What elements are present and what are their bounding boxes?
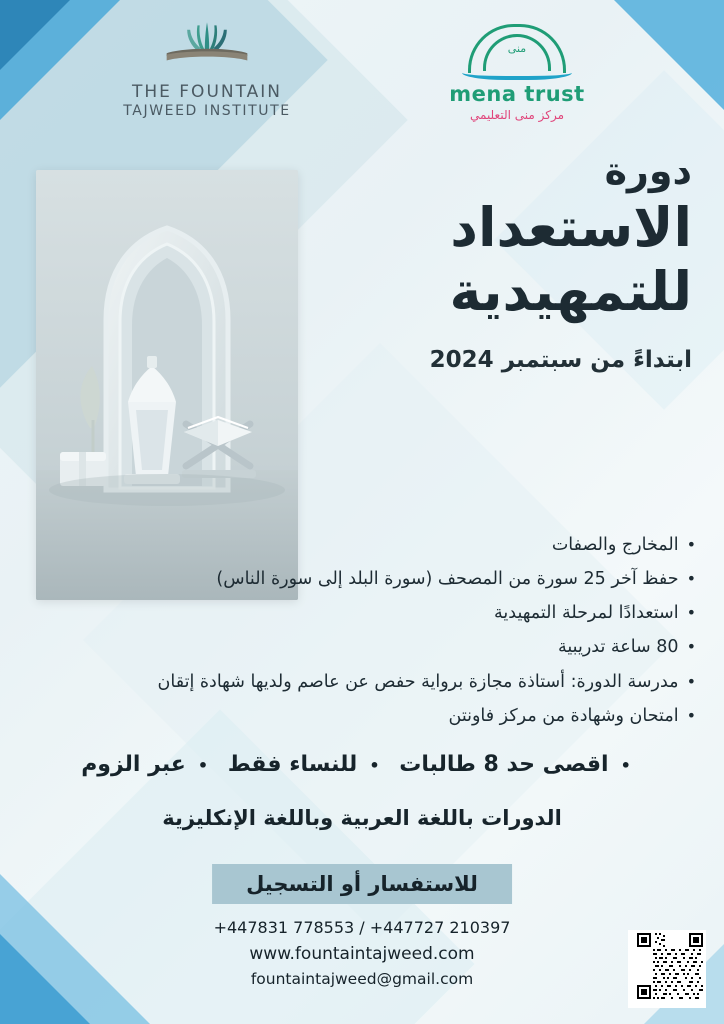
highlight-item: اقصى حد 8 طالبات	[399, 752, 609, 777]
language-note: الدورات باللغة العربية وباللغة الإنكليزية	[162, 806, 562, 830]
start-date-subtitle: ابتداءً من سبتمبر 2024	[429, 347, 692, 374]
contact-details	[0, 918, 724, 988]
mosque-book-icon	[457, 22, 577, 80]
mena-trust-subtitle: مركز منى التعليمي	[470, 108, 564, 122]
title-line-2: الاستعداد	[450, 195, 692, 259]
list-item	[28, 699, 696, 733]
list-item	[28, 528, 696, 562]
mena-trust-name: mena trust	[449, 82, 585, 106]
qr-code[interactable]	[628, 930, 706, 1008]
list-item	[28, 562, 696, 596]
list-item-label: امتحان وشهادة من مركز فاونتن	[448, 705, 679, 726]
highlights-row	[0, 752, 724, 777]
fountain-name-line-2: TAJWEED INSTITUTE	[123, 103, 291, 119]
bullet-dot-icon: •	[686, 671, 696, 691]
bullet-dot-icon: •	[686, 705, 696, 725]
list-item	[28, 596, 696, 630]
list-item	[28, 630, 696, 664]
phone-numbers[interactable]: +447831 778553 / +447727 210397	[213, 918, 511, 937]
contact-cta-band: للاستفسار أو التسجيل	[212, 864, 512, 904]
list-item-label: مدرسة الدورة: أستاذة مجازة برواية حفص عن عاصم ولديها شهادة إتقان	[157, 671, 679, 692]
highlight-item: عبر الزوم	[81, 752, 186, 777]
bullet-dot-icon: •	[686, 535, 696, 554]
fountain-tajweed-logo	[107, 18, 307, 119]
list-item-label: استعدادًا لمرحلة التمهيدية	[494, 603, 679, 624]
bullet-dot-icon: •	[369, 755, 380, 775]
bullet-dot-icon: •	[686, 569, 696, 589]
mena-trust-logo	[417, 18, 617, 122]
highlight-item: للنساء فقط	[227, 752, 358, 777]
list-item-label: المخارج والصفات	[551, 535, 679, 555]
list-item	[28, 665, 696, 699]
title-block	[300, 150, 692, 373]
title-line-3: للتمهيدية	[449, 260, 692, 324]
bullet-dot-icon: •	[686, 603, 696, 623]
bullet-dot-icon: •	[620, 755, 631, 775]
fountain-book-icon	[132, 18, 282, 78]
bullet-dot-icon: •	[686, 637, 696, 657]
bullet-dot-icon: •	[197, 755, 209, 775]
email-link[interactable]: fountaintajweed@gmail.com	[250, 970, 474, 988]
title-line-1: دورة	[604, 149, 692, 193]
logo-row	[0, 18, 724, 148]
website-link[interactable]: www.fountaintajweed.com	[249, 944, 475, 964]
list-item-label: 80 ساعة تدريبية	[558, 637, 679, 658]
fountain-name-line-1: THE FOUNTAIN	[131, 82, 283, 102]
course-details-list	[28, 528, 696, 733]
mena-logo-arabic-mini: منى	[507, 42, 527, 55]
list-item-label: حفظ آخر 25 سورة من المصحف (سورة البلد إلى سورة الناس)	[216, 569, 679, 590]
